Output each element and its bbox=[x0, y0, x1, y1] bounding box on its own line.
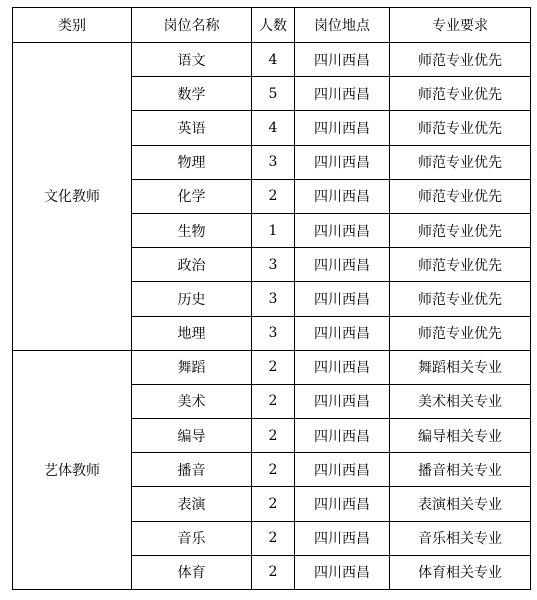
count-cell: 3 bbox=[252, 316, 295, 350]
position-cell: 美术 bbox=[132, 384, 252, 418]
position-cell: 编导 bbox=[132, 419, 252, 453]
location-cell: 四川西昌 bbox=[295, 213, 390, 247]
count-cell: 2 bbox=[252, 179, 295, 213]
requirement-cell: 舞蹈相关专业 bbox=[390, 350, 531, 384]
location-cell: 四川西昌 bbox=[295, 419, 390, 453]
location-cell: 四川西昌 bbox=[295, 384, 390, 418]
count-cell: 2 bbox=[252, 419, 295, 453]
position-cell: 政治 bbox=[132, 248, 252, 282]
location-cell: 四川西昌 bbox=[295, 145, 390, 179]
header-position: 岗位名称 bbox=[132, 8, 252, 43]
position-cell: 语文 bbox=[132, 43, 252, 77]
position-cell: 物理 bbox=[132, 145, 252, 179]
position-cell: 体育 bbox=[132, 555, 252, 589]
location-cell: 四川西昌 bbox=[295, 453, 390, 487]
location-cell: 四川西昌 bbox=[295, 350, 390, 384]
header-count: 人数 bbox=[252, 8, 295, 43]
requirement-cell: 师范专业优先 bbox=[390, 43, 531, 77]
requirement-cell: 师范专业优先 bbox=[390, 316, 531, 350]
location-cell: 四川西昌 bbox=[295, 248, 390, 282]
requirement-cell: 体育相关专业 bbox=[390, 555, 531, 589]
count-cell: 4 bbox=[252, 43, 295, 77]
count-cell: 2 bbox=[252, 453, 295, 487]
position-cell: 化学 bbox=[132, 179, 252, 213]
position-cell: 播音 bbox=[132, 453, 252, 487]
location-cell: 四川西昌 bbox=[295, 521, 390, 555]
position-cell: 英语 bbox=[132, 111, 252, 145]
requirement-cell: 播音相关专业 bbox=[390, 453, 531, 487]
location-cell: 四川西昌 bbox=[295, 179, 390, 213]
requirement-cell: 编导相关专业 bbox=[390, 419, 531, 453]
position-cell: 数学 bbox=[132, 77, 252, 111]
requirement-cell: 音乐相关专业 bbox=[390, 521, 531, 555]
position-cell: 历史 bbox=[132, 282, 252, 316]
location-cell: 四川西昌 bbox=[295, 111, 390, 145]
position-cell: 地理 bbox=[132, 316, 252, 350]
count-cell: 3 bbox=[252, 282, 295, 316]
location-cell: 四川西昌 bbox=[295, 487, 390, 521]
location-cell: 四川西昌 bbox=[295, 555, 390, 589]
header-row bbox=[13, 8, 531, 43]
requirement-cell: 师范专业优先 bbox=[390, 179, 531, 213]
requirement-cell: 美术相关专业 bbox=[390, 384, 531, 418]
requirement-cell: 表演相关专业 bbox=[390, 487, 531, 521]
count-cell: 3 bbox=[252, 248, 295, 282]
requirement-cell: 师范专业优先 bbox=[390, 111, 531, 145]
count-cell: 1 bbox=[252, 213, 295, 247]
count-cell: 3 bbox=[252, 145, 295, 179]
count-cell: 2 bbox=[252, 521, 295, 555]
requirement-cell: 师范专业优先 bbox=[390, 213, 531, 247]
count-cell: 2 bbox=[252, 555, 295, 589]
position-cell: 舞蹈 bbox=[132, 350, 252, 384]
table-row bbox=[13, 43, 531, 77]
header-category: 类别 bbox=[13, 8, 132, 43]
requirement-cell: 师范专业优先 bbox=[390, 282, 531, 316]
table-row bbox=[13, 350, 531, 384]
position-cell: 音乐 bbox=[132, 521, 252, 555]
count-cell: 2 bbox=[252, 384, 295, 418]
location-cell: 四川西昌 bbox=[295, 77, 390, 111]
location-cell: 四川西昌 bbox=[295, 282, 390, 316]
requirement-cell: 师范专业优先 bbox=[390, 145, 531, 179]
table-header bbox=[13, 8, 531, 43]
requirement-cell: 师范专业优先 bbox=[390, 77, 531, 111]
position-cell: 表演 bbox=[132, 487, 252, 521]
count-cell: 2 bbox=[252, 487, 295, 521]
location-cell: 四川西昌 bbox=[295, 43, 390, 77]
recruitment-table bbox=[12, 7, 531, 590]
header-requirement: 专业要求 bbox=[390, 8, 531, 43]
category-cell: 艺体教师 bbox=[13, 350, 132, 589]
count-cell: 5 bbox=[252, 77, 295, 111]
requirement-cell: 师范专业优先 bbox=[390, 248, 531, 282]
count-cell: 2 bbox=[252, 350, 295, 384]
category-cell: 文化教师 bbox=[13, 43, 132, 351]
table-body bbox=[13, 43, 531, 590]
header-location: 岗位地点 bbox=[295, 8, 390, 43]
location-cell: 四川西昌 bbox=[295, 316, 390, 350]
position-cell: 生物 bbox=[132, 213, 252, 247]
count-cell: 4 bbox=[252, 111, 295, 145]
